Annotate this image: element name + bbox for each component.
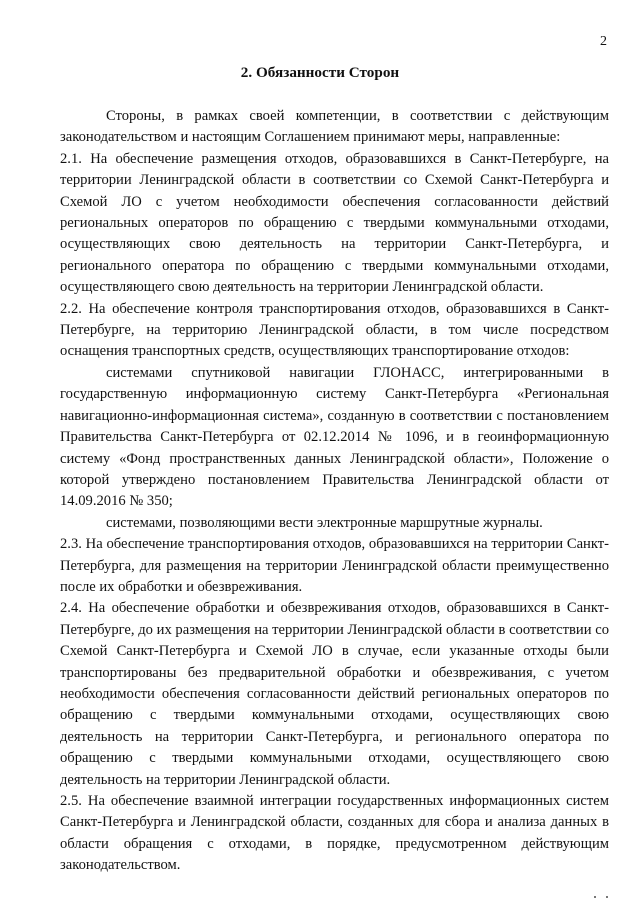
- clause-2-4: 2.4. На обеспечение обработки и обезвреживания отходов, образовавшихся в Санкт-Петербурге, до их размещения на территории Ленинградской области в соответствии со Схемой Санкт-Петербурга и Схемой ЛО в случае, если указанные отходы были транспортированы без предварительной обработки и обезвреживания, с учетом необходимости обеспечения согласованности действий региональных операторов по обращению с твердыми коммунальными отходами, осуществляющих свою деятельность на территории Санкт-Петербурга, и регионального оператора по обращению с твердыми коммунальными отходами, осуществляющего свою деятельность на территории Ленинградской области.: [60, 600, 609, 788]
- intro-paragraph: Стороны, в рамках своей компетенции, в соответствии с действующим законодательством и настоящим Соглашением принимают меры, направленные:: [60, 108, 609, 146]
- clause-2-3: 2.3. На обеспечение транспортирования отходов, образовавшихся на территории Санкт-Петербурга, для размещения на территории Ленинградской области преимущественно после их обработки и обезвреживания.: [60, 536, 609, 595]
- clause-2-2-subitem-journals: системами, позволяющими вести электронные маршрутные журналы.: [106, 514, 543, 531]
- clause-2-5: 2.5. На обеспечение взаимной интеграции государственных информационных систем Санкт-Петербурга и Ленинградской области, созданных для сбора и анализа данных в области обращения с отходами, в порядке, предусмотренном действующим законодательством.: [60, 793, 609, 874]
- scan-speck: [594, 896, 596, 898]
- clause-2-2-subitem-glonass: системами спутниковой навигации ГЛОНАСС, интегрированными в государственную информационную систему Санкт-Петербурга «Региональная навигационно-информационная система», созданную в соответствии с постановлением Правительства Санкт-Петербурга от 02.12.2014 № 1096, и в геоинформационную систему «Фонд пространственных данных Ленинградской области», Положение о которой утверждено постановлением Правительства Ленинградской области от 14.09.2016 № 350;: [60, 364, 609, 510]
- clause-2-1: 2.1. На обеспечение размещения отходов, образовавшихся в Санкт-Петербурге, на территории Ленинградской области в соответствии со Схемой Санкт-Петербурга и Схемой ЛО с учетом необходимости обеспечения согласованности действий региональных операторов по обращению с твердыми коммунальными отходами, осуществляющих свою деятельность на территории Санкт-Петербурга, и регионального оператора по обращению с твердыми коммунальными отходами, осуществляющего свою деятельность на территории Ленинградской области.: [60, 150, 609, 296]
- section-body: [60, 106, 609, 877]
- clause-2-2: 2.2. На обеспечение контроля транспортирования отходов, образовавшихся в Санкт-Петербурге, на территорию Ленинградской области, в том числе посредством оснащения транспортных средств, осуществляющих транспортирование отходов:: [60, 300, 609, 360]
- section-title: 2. Обязанности Сторон: [240, 64, 400, 81]
- scan-speck: [606, 896, 608, 898]
- page-number: 2: [600, 34, 607, 49]
